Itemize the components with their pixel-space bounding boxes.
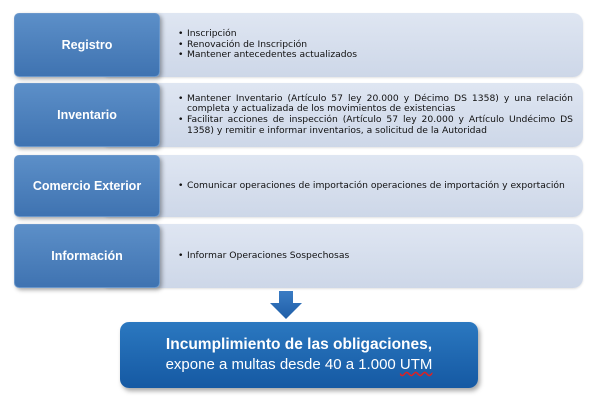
registro-description-box <box>100 13 583 77</box>
informacion-label: Información <box>14 224 160 288</box>
registro-items <box>178 29 573 61</box>
list-item: • Mantener antecedentes actualizados <box>178 50 573 61</box>
penalty-detail <box>166 355 433 375</box>
registro-label: Registro <box>14 13 160 77</box>
row-informacion <box>0 224 605 288</box>
inventario-label: Inventario <box>14 83 160 147</box>
list-item: • Comunicar operaciones de importación operaciones de importación y exportación <box>178 181 573 192</box>
inventario-description-box <box>100 83 583 147</box>
penalty-heading: Incumplimiento de las obligaciones, <box>165 336 433 353</box>
informacion-description-box <box>100 224 583 288</box>
penalty-result-box <box>120 322 478 388</box>
inventario-items <box>178 94 573 136</box>
penalty-detail-text: expone a multas desde 40 a 1.000 <box>165 356 400 373</box>
list-item: • Inscripción <box>178 29 573 40</box>
list-item: • Facilitar acciones de inspección (Artículo 57 ley 20.000 y Artículo Undécimo DS 1358) y remitir e informar inventarios, a solicitud de la Autoridad <box>178 115 573 136</box>
row-inventario <box>0 83 605 147</box>
row-comercio-exterior <box>0 155 605 217</box>
down-arrow-icon <box>270 291 302 319</box>
row-registro <box>0 13 605 77</box>
penalty-unit: UTM <box>399 356 433 373</box>
informacion-items <box>178 251 573 262</box>
comercio-exterior-items <box>178 181 573 192</box>
list-item: • Mantener Inventario (Artículo 57 ley 20.000 y Décimo DS 1358) y una relación completa y actualizada de los movimientos de existencias <box>178 94 573 115</box>
list-item: • Informar Operaciones Sospechosas <box>178 251 573 262</box>
list-item: • Renovación de Inscripción <box>178 40 573 51</box>
comercio-exterior-description-box <box>100 155 583 217</box>
comercio-exterior-label: Comercio Exterior <box>14 155 160 217</box>
